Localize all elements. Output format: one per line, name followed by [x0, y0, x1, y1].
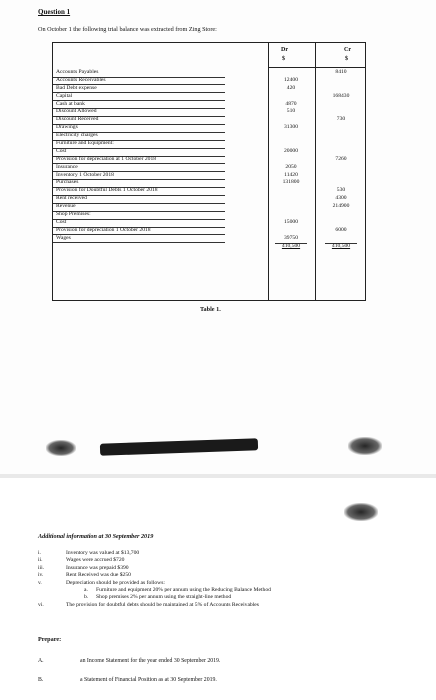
row-debit: 15000: [284, 218, 298, 225]
intro-text: On October 1 the following trial balance was extracted from Zing Store:: [38, 26, 217, 33]
row-label: Electricity charges: [56, 132, 98, 139]
table-row: [53, 187, 365, 195]
row-credit: 6000: [335, 226, 347, 233]
table-row: [53, 203, 365, 211]
header-cr: Cr: [344, 47, 351, 53]
table-caption: Table 1.: [200, 306, 221, 313]
list-subitem: b. Shop premises 2% per annum using the straight-line method: [84, 594, 232, 601]
row-credit: 168430: [332, 92, 350, 99]
row-credit: 8410: [335, 69, 347, 75]
table-row: [53, 195, 365, 203]
total-debit: 410,500: [281, 242, 301, 249]
additional-info-title: Additional information at 30 September 2019: [38, 533, 154, 540]
row-label: Inventory 1 October 2018: [56, 171, 114, 178]
row-label: Discount Allowed: [56, 108, 97, 115]
row-debit: 420: [286, 84, 296, 91]
prepare-heading: Prepare:: [38, 636, 62, 643]
row-debit: 11420: [284, 171, 298, 178]
row-label: Revenue: [56, 203, 76, 210]
row-label: Bad Debt expense: [56, 84, 97, 91]
table-row: [53, 211, 365, 219]
row-label: Provision for Doubtful Debts 1 October 2018: [56, 187, 158, 194]
row-label: Furniture and Equipment:: [56, 140, 114, 147]
table-row: [53, 124, 365, 132]
row-label: Rent received: [56, 195, 87, 202]
shadow-smudge: [348, 437, 382, 455]
list-item: iii. Insurance was prepaid $390: [38, 564, 129, 571]
shadow-smudge: [46, 440, 76, 456]
row-debit: 510: [286, 108, 296, 115]
list-item: i. Inventory was valued at $13,700: [38, 550, 140, 556]
redaction-bar: [100, 438, 258, 456]
table-row: [53, 93, 365, 101]
row-debit: 4870: [285, 100, 297, 107]
header-currency-cr: $: [345, 56, 348, 62]
row-credit: 530: [336, 187, 346, 194]
row-label: Wages: [56, 234, 71, 241]
question-title: Question 1: [38, 8, 71, 16]
row-debit: 12400: [284, 76, 298, 83]
table-row: [53, 69, 365, 77]
row-label: Cost: [56, 147, 67, 154]
header-dr: Dr: [281, 47, 288, 53]
table-rows: [53, 69, 365, 250]
table-row: [53, 108, 365, 116]
row-debit: 20000: [284, 147, 298, 154]
header-currency-dr: $: [282, 56, 285, 62]
table-row: [53, 101, 365, 109]
row-label: Drawings: [56, 124, 78, 131]
table-row: [53, 235, 365, 243]
row-label: Purchases: [56, 179, 79, 186]
header-rule: [268, 67, 365, 68]
row-credit: 7260: [335, 155, 347, 162]
table-header: [53, 43, 365, 69]
table-row: [53, 148, 365, 156]
table-row: [53, 172, 365, 180]
table-row: [53, 156, 365, 164]
row-debit: 2050: [285, 163, 297, 170]
list-subitem: a. Furniture and equipment 20% per annum using the Reducing Balance Method: [84, 586, 271, 593]
row-debit: 131800: [282, 179, 300, 186]
table-row: [53, 85, 365, 93]
total-credit: 410,500: [331, 242, 351, 249]
row-label: Shop Premises:: [56, 211, 91, 218]
row-label: Accounts Payables: [56, 69, 99, 75]
table-row: [53, 227, 365, 235]
row-label: Discount Received: [56, 116, 99, 123]
row-debit: 31300: [284, 124, 298, 131]
row-credit: 214900: [332, 203, 350, 210]
row-debit: 39750: [284, 234, 298, 241]
row-label: Cost: [56, 218, 67, 225]
row-credit: 4300: [335, 195, 347, 202]
list-item: vi. The provision for doubtful debts should be maintained at 5% of Accounts Receivables: [38, 601, 259, 608]
table-row: [53, 140, 365, 148]
row-credit: 730: [336, 116, 346, 123]
row-label: Capital: [56, 92, 73, 99]
table-row: [53, 219, 365, 227]
table-row: [53, 132, 365, 140]
list-item: iv. Rent Received was due $250: [38, 572, 131, 579]
table-row: [53, 77, 365, 85]
table-row: [53, 164, 365, 172]
shadow-smudge: [344, 503, 378, 521]
row-label: Cash at bank: [56, 100, 85, 107]
row-label: Provision for depreciation 1 October 2018: [56, 226, 151, 233]
trial-balance-table: [52, 42, 366, 301]
table-row: [53, 116, 365, 124]
totals-row: [53, 243, 365, 251]
additional-info-list: [38, 550, 418, 609]
row-label: Provision for depreciation at 1 October 2018: [56, 155, 157, 162]
list-item: v. Depreciation should be provided as follows:: [38, 579, 165, 586]
row-label: Insurance: [56, 163, 78, 170]
list-item: ii. Wages were accrued $720: [38, 557, 125, 564]
row-label: Accounts Receivables: [56, 76, 106, 83]
